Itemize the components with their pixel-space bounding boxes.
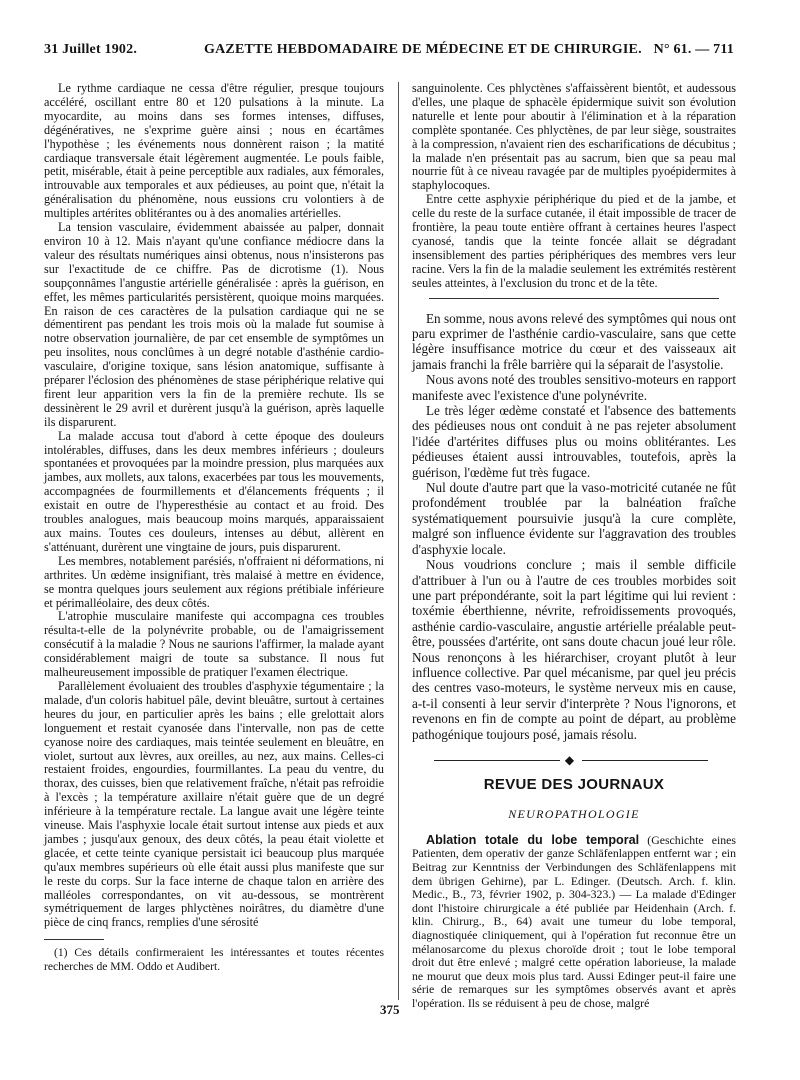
paragraph: La tension vasculaire, évidemment abaissée au palper, donnait environ 10 à 12. Mais n'ayant qu'une confiance médiocre dans la valeur des résultats numériques ainsi obtenus, nous n'insisterons pas sur l'exactitude de ce chiffre. Pas de dicrotisme (1). Nous soupçonnâmes l'angustie artérielle généralisée : après la guérison, en effet, les mêmes particularités persistèrent, quoique moins marquées. En raison de ces caractères de la pulsation cardiaque qui ne se démentirent pas pendant les trois mois où la malade fut soumise à notre observation journalière, de par cet ensemble de symptômes un peu insolites, nous conclûmes à un degré notable d'asthénie cardio-vasculaire, d'origine toxique, sans lésion anatomique, suffisante à préparer l'éclosion des phénomènes de stase périphérique relative qui firent leur apparition vers la fin de la première rechute. Ils se dessinèrent le 29 avril et durèrent jusqu'à la guérison, après laquelle ils disparurent. — [44, 220, 384, 429]
header-issue-number: N° 61. — 711 — [653, 42, 734, 57]
running-header — [44, 42, 734, 62]
column-divider — [398, 82, 399, 1000]
article-text: (Geschichte eines Patienten, dem operativ der ganze Schläfenlappen entfernt war ; ein Beitrag zur Kenntniss der Verbindungen des Schläfenlappens mit dem übrigen Gehirne), par L. Edinger. (Deutsch. Arch. f. klin. Medic., B., 73, février 1902, p. 304-323.) — La malade d'Edinger dont l'histoire chirurgicale a été publiée par Heidenhain (Arch. f. klin. Chirurg., B., 64) avait une tumeur du lobe temporal, diagnostiquée cliniquement, qui à l'opération fut reconnue être un mélanosarcome du plexus choroïde droit ; tout le lobe temporal droit dut être enlevé ; malgré cette opération laborieuse, la malade ne mourut que deux mois plus tard. Aussi Edinger peut-il faire une série de remarques sur les symptômes observés avant et après l'opération. Ils se réduisent à peu de chose, malgré — [412, 832, 736, 1010]
ornament-divider — [412, 754, 736, 768]
paragraph: Les membres, notablement parésiés, n'offraient ni déformations, ni arthrites. Un œdème insignifiant, très malaisé à mettre en évidence, se montra quelques jours seulement aux régions prétibiale inférieure et périmalléolaire, des deux côtés. — [44, 553, 384, 610]
paragraph: Nul doute d'autre part que la vaso-motricité cutanée ne fût profondément troublée par la balnéation fraîche systématiquement poursuivie jusqu'à la cure complète, malgré son influence évidente sur l'aggravation des troubles d'asphyxie locale. — [412, 480, 736, 557]
section-title: REVUE DES JOURNAUX — [483, 775, 665, 793]
paragraph: Le très léger œdème constaté et l'absence des battements des pédieuses nous ont conduit à ne pas rejeter absolument l'idée d'artérites diffuses plus ou moins oblitérantes. Les pédieuses étaient aussi introuvables, toutefois, après la guérison, l'œdème fut très fugace. — [412, 403, 736, 480]
paragraph: Parallèlement évoluaient des troubles d'asphyxie tégumentaire ; la malade, d'un coloris habituel pâle, devint bleuâtre, surtout à certaines heures du jour, en particulier après les bains ; elle grelottait alors longuement et restait cyanosée dans l'intervalle, non pas de cette cyanose noire des cardiaques, mais teintée seulement en bleuâtre, en violet, surtout aux lèvres, aux oreilles, au nez, aux mains. Celles-ci restaient froides, engourdies, fourmillantes. La peau du ventre, du thorax, des cuisses, bien que relativement fraîche, n'était pas refroidie à l'excès ; la température axillaire n'était guère que de un degré inférieure à la température rectale. La langue avait une légère teinte vineuse. Mais l'asphyxie locale était surtout intense aux pieds et aux jambes ; jusqu'aux genoux, des deux côtés, la peau était violette et glacée, et cette teinte cyanique persistait ici beaucoup plus marquée qu'aux membres supérieurs où elle était aussi plus manifeste que sur le reste du corps. Sur la face interne de chaque talon en arrière des malléoles correspondantes, on vit au-dessous, se montrèrent symétriquement de larges phlyctènes noirâtres, du diamètre d'une pièce de cinq francs, remplies d'une sérosité — [44, 678, 384, 930]
header-journal-title: GAZETTE HEBDOMADAIRE DE MÉDECINE ET DE CHIRURGIE. — [204, 42, 642, 57]
paragraph: Nous voudrions conclure ; mais il semble difficile d'attribuer à l'un ou à l'autre de ces troubles morbides soit une part prépondérante, soit la part légitime qui lui revient : toxémie éberthienne, névrite, refroidissements provoqués, asthénie cardio-vasculaire, angustie artérielle préalable peut-être, poussées d'artérite, ont sans doute chacun joué leur rôle. Nous renonçons à les hiérarchiser, croyant plutôt à leur influence collective. Par quel mécanisme, par quel jeu précis des centres vaso-moteurs, le système nerveux mis en cause, a-t-il consenti à leur servir d'interprète ? Nous l'ignorons, et revenons en fin de compte au point de départ, au problème pathogénique toujours posé, jamais résolu. — [412, 557, 736, 742]
footnote: (1) Ces détails confirmeraient les intéressantes et toutes récentes recherches de MM. Oddo et Audibert. — [44, 946, 384, 973]
article-entry — [412, 834, 736, 1011]
ornament-line-left — [434, 760, 560, 762]
paragraph: Nous avons noté des troubles sensitivo-moteurs en rapport manifeste avec l'existence d'une polynévrite. — [412, 372, 736, 403]
paragraph: sanguinolente. Ces phlyctènes s'affaissèrent bientôt, et audessous d'elles, une plaque de sphacèle épidermique suivit son évolution naturelle et lente pour aboutir à l'élimination et à la réparation complète spontanée. Ces phlyctènes, de par leur siège, soustraites à la compression, n'avaient rien des escharifications de décubitus ; la malade n'en présentait pas au sacrum, bien que sa peau mal nourrie fût à ce niveau ravagée par de multiples pyoépidermites à staphylocoques. — [412, 81, 736, 193]
ornament-line-right — [582, 760, 708, 762]
paragraph: L'atrophie musculaire manifeste qui accompagna ces troubles résulta-t-elle de la polynévrite probable, ou de l'amaigrissement consécutif à la maladie ? Nous ne saurions l'affirmer, la malade ayant considérablement maigri de toute sa substance. Il nous fut malheureusement impossible de pratiquer l'examen électrique. — [44, 609, 384, 680]
subsection-title: NEUROPATHOLOGIE — [508, 806, 640, 821]
paragraph: Le rythme cardiaque ne cessa d'être régulier, presque toujours accéléré, oscillant entre 80 et 120 pulsations à la minute. La myocardite, au moins dans ses formes intenses, diffuses, dégénératives, ne s'exprime guère ainsi ; nous en écartâmes l'hypothèse ; les événements nous donnèrent raison ; la matité cardiaque transversale était légèrement augmentée. Le pouls faible, petit, misérable, était à peine perceptible aux radiales, aux fémorales, introuvable aux temporales et aux pédieuses, au point que, n'était la généralisation du phénomène, nous eussions cru volontiers à de multiples artérites oblitérantes ou à des anomalies artérielles. — [44, 81, 384, 221]
page-number: 375 — [380, 1002, 400, 1017]
right-column — [412, 82, 736, 1011]
diamond-ornament-icon: ◆ — [564, 752, 575, 767]
paragraph: La malade accusa tout d'abord à cette époque des douleurs intolérables, diffuses, dans les deux membres inférieurs ; douleurs spontanées et provoquées par la moindre pression, plus marquées aux jambes, aux mollets, aux talons, exacerbées par tous les mouvements, accompagnées de fourmillements et d'élancements fréquents ; il existait en outre de l'hyperesthésie au contact et au froid. Des troubles analogues, mais beaucoup moins marqués, apparaissaient aux mains. Toutes ces douleurs, intenses au début, allèrent en s'atténuant, durèrent une vingtaine de jours, puis disparurent. — [44, 428, 384, 554]
left-column — [44, 82, 384, 973]
footnote-rule — [44, 939, 104, 940]
article-title: Ablation totale du lobe temporal — [426, 832, 640, 847]
header-date: 31 Juillet 1902. — [44, 42, 138, 57]
paragraph: Entre cette asphyxie périphérique du pied et de la jambe, et celle du reste de la surface cutanée, il était impossible de tracer de frontière, la peau toute entière offrant à certaines heures l'aspect cyanosé, tandis que la teinte foncée allait se dégradant insensiblement des parties périphériques des membres vers leur racine. Vers la fin de la maladie seulement les extrémités restèrent seules atteintes, à l'exclusion du tronc et de la tête. — [412, 192, 736, 290]
separator-rule — [429, 298, 719, 299]
paragraph: En somme, nous avons relevé des symptômes qui nous ont paru exprimer de l'asthénie cardio-vasculaire, sans que cette légère insuffisance motrice du cœur et des vaisseaux ait jamais franchi la frêle barrière qui la séparait de l'asystolie. — [412, 310, 736, 372]
